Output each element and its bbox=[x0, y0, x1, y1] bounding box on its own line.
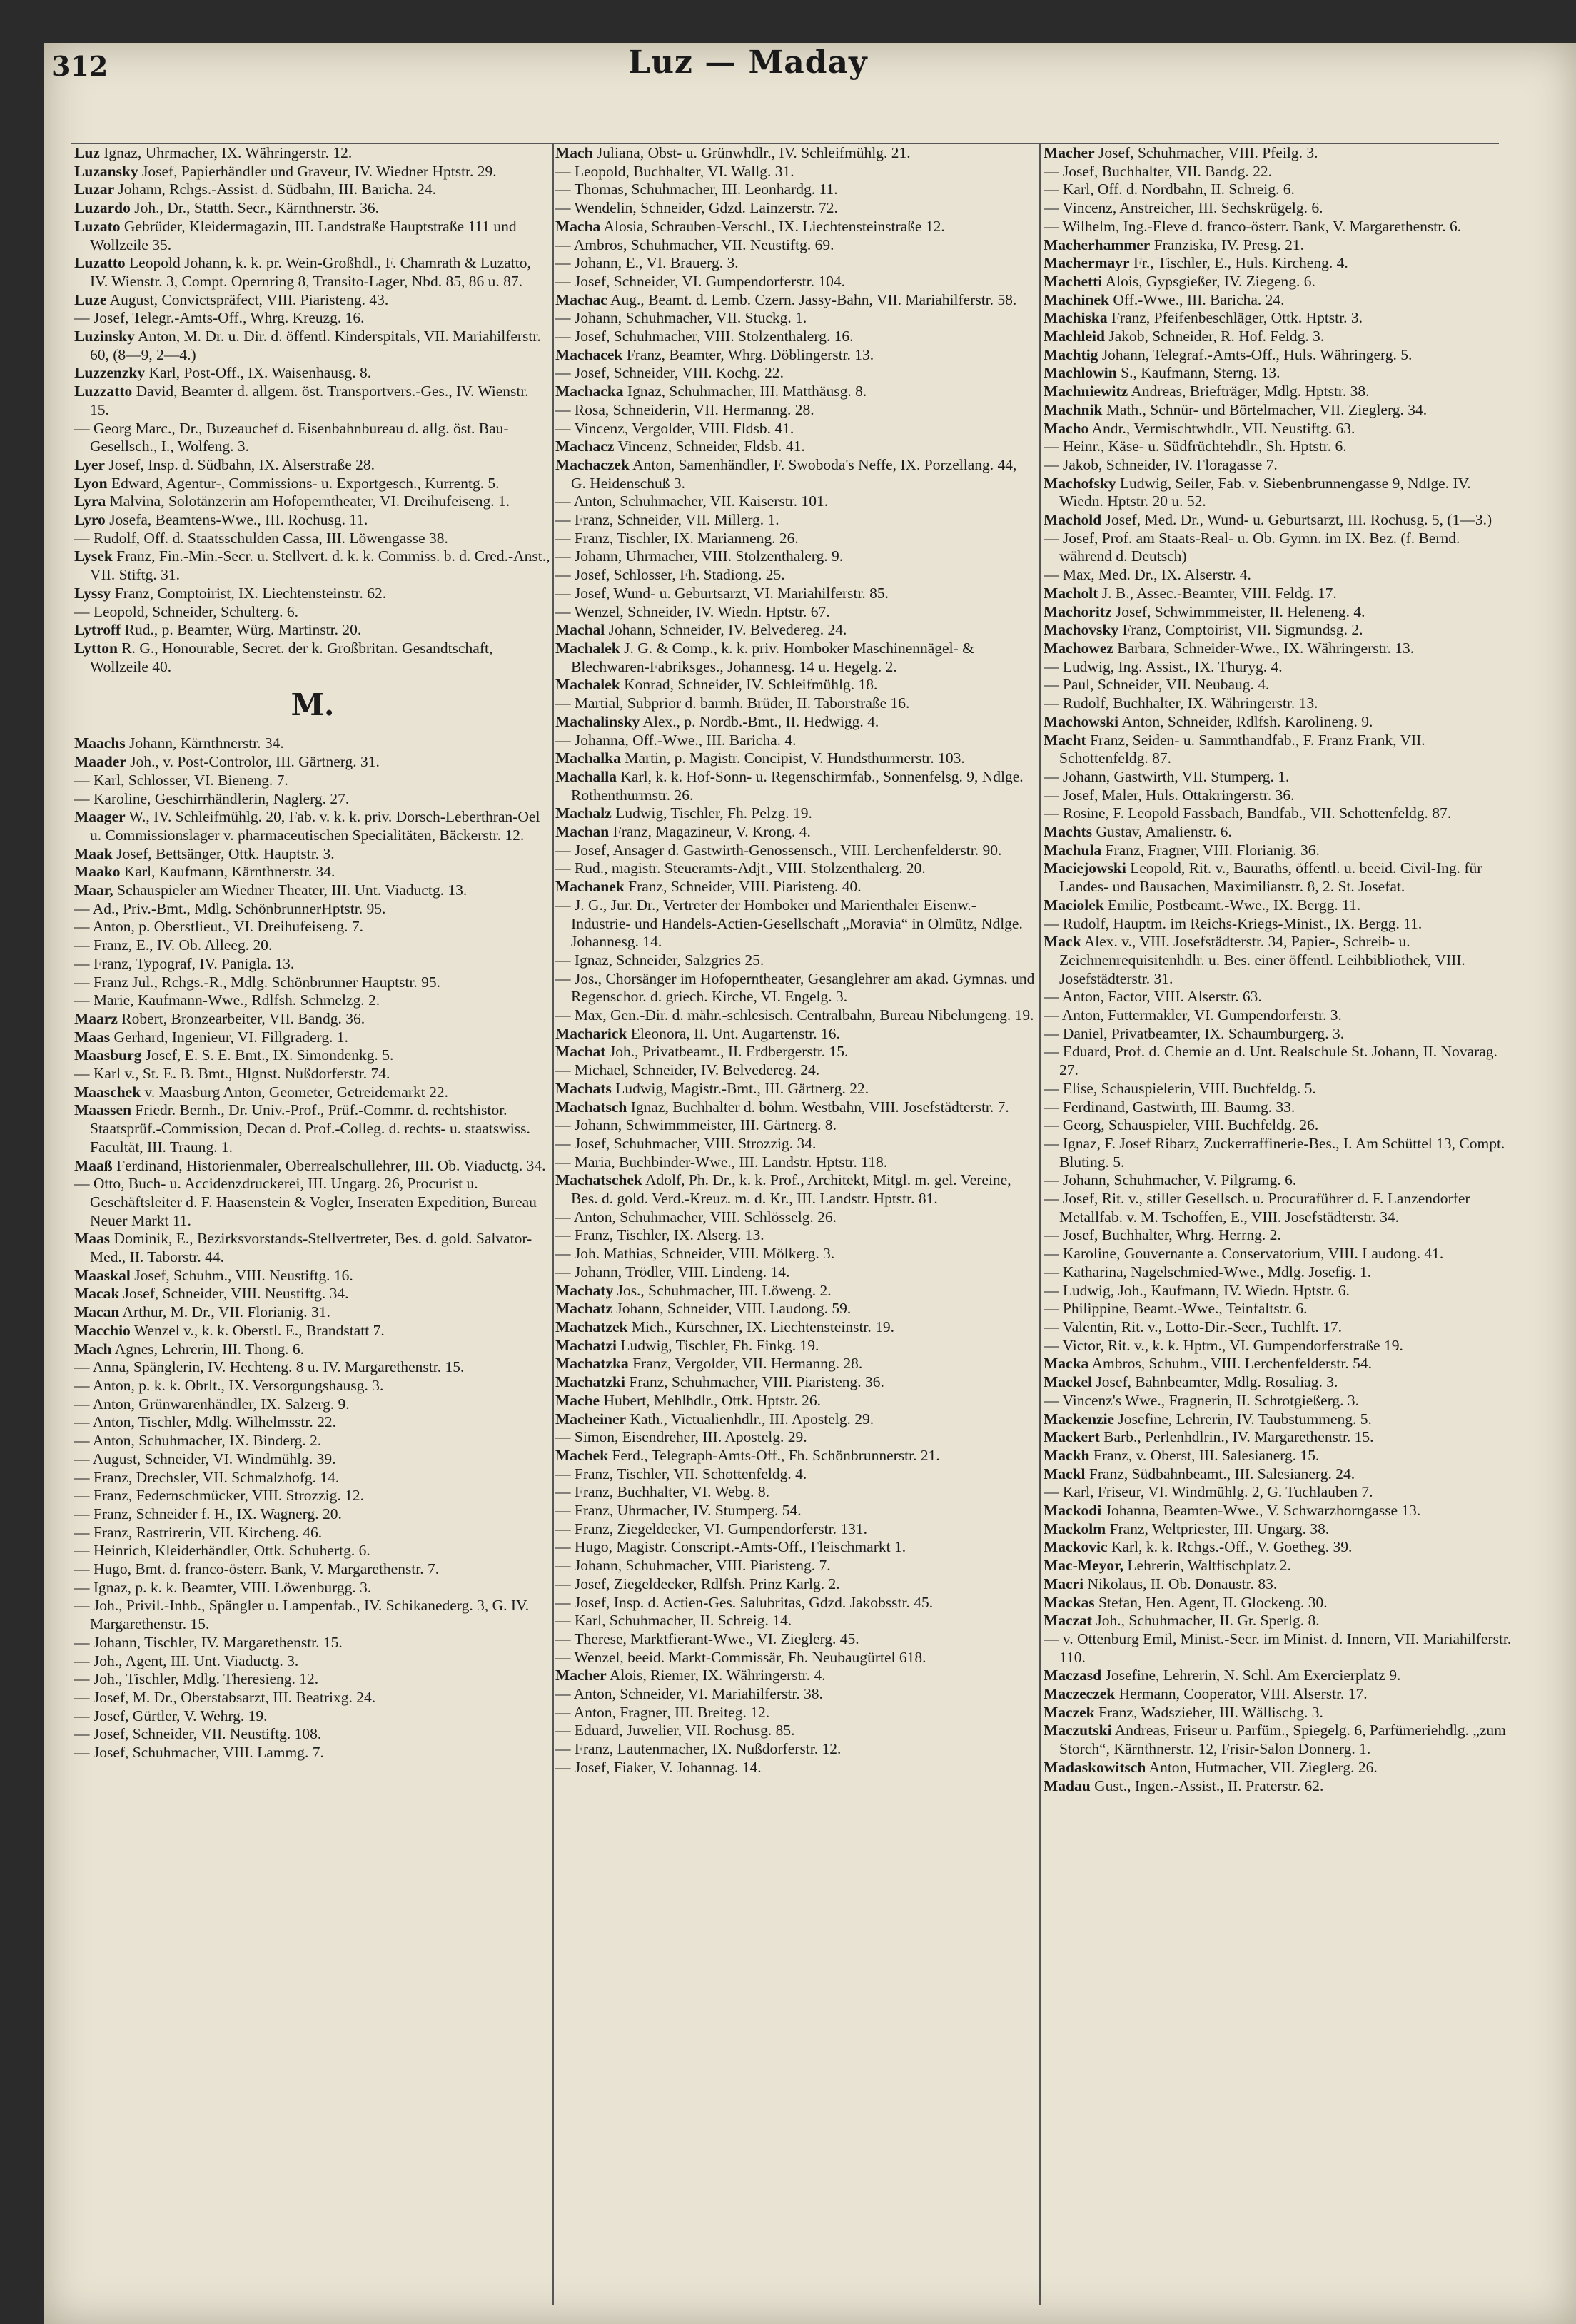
directory-entry: Madaskowitsch Anton, Hutmacher, VII. Zieglerg. 26. bbox=[1044, 1758, 1378, 1776]
directory-entry: Lyro Josefa, Beamtens-Wwe., III. Rochusg. 11. bbox=[74, 511, 368, 529]
directory-entry: — Josef, Rit. v., stiller Gesellsch. u. Procuraführer d. F. Lanzendorfer Metallfab. v. M. Tschoffen, E., VIII. Josefstädterstr. 34. bbox=[1044, 1190, 1470, 1226]
directory-entry: Machatzki Franz, Schuhmacher, VIII. Piaristeng. 36. bbox=[555, 1373, 884, 1391]
directory-entry: — Ad., Priv.-Bmt., Mdlg. SchönbrunnerHptstr. 95. bbox=[74, 899, 386, 917]
directory-entry: — Franz, Buchhalter, VI. Webg. 8. bbox=[555, 1483, 769, 1501]
directory-entry: — Franz, Tischler, IX. Alserg. 13. bbox=[555, 1226, 764, 1244]
directory-entry: — Johann, Trödler, VIII. Lindeng. 14. bbox=[555, 1263, 790, 1280]
directory-entry: — Michael, Schneider, IV. Belvedereg. 24. bbox=[555, 1061, 820, 1079]
directory-entry: Mackolm Franz, Weltpriester, III. Ungarg. 38. bbox=[1044, 1520, 1330, 1537]
directory-entry: Machac Aug., Beamt. d. Lemb. Czern. Jassy-Bahn, VII. Mariahilferstr. 58. bbox=[555, 290, 1017, 308]
directory-entry: — Anton, Schuhmacher, VIII. Schlösselg. 26. bbox=[555, 1208, 837, 1226]
directory-entry: — Anton, Tischler, Mdlg. Wilhelmsstr. 22. bbox=[74, 1413, 337, 1431]
directory-entry: Machts Gustav, Amalienstr. 6. bbox=[1044, 823, 1232, 841]
directory-entry: — Karoline, Gouvernante a. Conservatorium, VIII. Laudong. 41. bbox=[1044, 1245, 1444, 1263]
directory-entry: Lyon Edward, Agentur-, Commissions- u. Exportgesch., Kurrentg. 5. bbox=[74, 474, 500, 492]
directory-entry: Machan Franz, Magazineur, V. Krong. 4. bbox=[555, 823, 811, 841]
directory-entry: Luzar Johann, Rchgs.-Assist. d. Südbahn, III. Baricha. 24. bbox=[74, 181, 436, 198]
directory-entry: — v. Ottenburg Emil, Minist.-Secr. im Minist. d. Innern, VII. Mariahilferstr. 110. bbox=[1044, 1630, 1512, 1666]
directory-entry: — Eduard, Juwelier, VII. Rochusg. 85. bbox=[555, 1722, 795, 1739]
directory-entry: — Daniel, Privatbeamter, IX. Schaumburgerg. 3. bbox=[1044, 1024, 1345, 1042]
entry-list bbox=[555, 144, 1035, 1777]
directory-entry: Machatsch Ignaz, Buchhalter d. böhm. Westbahn, VIII. Josefstädterstr. 7. bbox=[555, 1098, 1009, 1116]
entry-list bbox=[74, 144, 551, 676]
directory-entry: Mach Agnes, Lehrerin, III. Thong. 6. bbox=[74, 1340, 305, 1358]
directory-entry: — Josef, Telegr.-Amts-Off., Whrg. Kreuzg. 16. bbox=[74, 309, 365, 327]
directory-entry: — Joh., Agent, III. Unt. Viaductg. 3. bbox=[74, 1652, 299, 1669]
directory-entry: Mackovic Karl, k. k. Rchgs.-Off., V. Goetheg. 39. bbox=[1044, 1538, 1353, 1556]
directory-entry: — Ferdinand, Gastwirth, III. Baumg. 33. bbox=[1044, 1098, 1295, 1116]
entry-list bbox=[74, 734, 551, 1762]
directory-entry: Maas Dominik, E., Bezirksvorstands-Stellvertreter, Bes. d. gold. Salvator-Med., II. Taborstr. 44. bbox=[74, 1230, 532, 1266]
directory-entry: Machleid Jakob, Schneider, R. Hof. Feldg. 3. bbox=[1044, 328, 1325, 345]
directory-entry: — Josef, Maler, Huls. Ottakringerstr. 36. bbox=[1044, 786, 1295, 804]
directory-entry: Maaß Ferdinand, Historienmaler, Oberrealschullehrer, III. Ob. Viaductg. 34. bbox=[74, 1156, 546, 1174]
directory-entry: — Elise, Schauspielerin, VIII. Buchfeldg. 5. bbox=[1044, 1079, 1316, 1097]
directory-entry: Maczat Joh., Schuhmacher, II. Gr. Sperlg. 8. bbox=[1044, 1612, 1320, 1630]
directory-entry: Macan Arthur, M. Dr., VII. Florianig. 31. bbox=[74, 1303, 330, 1321]
directory-entry: — Ignaz, F. Josef Ribarz, Zuckerraffinerie-Bes., I. Am Schüttel 13, Compt. Bluting. 5. bbox=[1044, 1134, 1505, 1171]
directory-entry: — Joh., Tischler, Mdlg. Theresieng. 12. bbox=[74, 1670, 319, 1688]
directory-entry: Machtig Johann, Telegraf.-Amts-Off., Huls. Währingerg. 5. bbox=[1044, 345, 1413, 363]
directory-entry: Luzzenzky Karl, Post-Off., IX. Waisenhausg. 8. bbox=[74, 364, 372, 382]
directory-entry: Machalz Ludwig, Tischler, Fh. Pelzg. 19. bbox=[555, 804, 812, 822]
directory-entry: — Otto, Buch- u. Accidenzdruckerei, III. Ungarg. 26, Procurist u. Geschäftsleiter d. F. Haasenstein & Vogler, Inseraten Expedition, Bureau Neuer Markt 11. bbox=[74, 1175, 537, 1229]
directory-entry: — Josef, Schuhmacher, VIII. Strozzig. 34. bbox=[555, 1134, 817, 1152]
directory-entry: — Josef, Schneider, VII. Neustiftg. 108. bbox=[74, 1725, 322, 1743]
directory-entry: — Anton, Schneider, VI. Mariahilferstr. 38. bbox=[555, 1685, 823, 1703]
directory-entry: Luzardo Joh., Dr., Statth. Secr., Kärnthnerstr. 36. bbox=[74, 199, 379, 217]
directory-entry: — Anton, Fragner, III. Breiteg. 12. bbox=[555, 1703, 770, 1721]
directory-entry: Luzinsky Anton, M. Dr. u. Dir. d. öffentl. Kinderspitals, VII. Mariahilferstr. 60, (8—9, 2—4.) bbox=[74, 328, 541, 363]
directory-entry: Mach Juliana, Obst- u. Grünwhdlr., IV. Schleifmühlg. 21. bbox=[555, 144, 911, 161]
directory-entry: — Vincenz, Anstreicher, III. Sechskrügelg. 6. bbox=[1044, 199, 1323, 217]
directory-entry: Macherhammer Franziska, IV. Presg. 21. bbox=[1044, 236, 1305, 253]
column-2 bbox=[555, 144, 1035, 2307]
directory-entry: — Therese, Marktfierant-Wwe., VI. Zieglerg. 45. bbox=[555, 1630, 859, 1647]
directory-entry: Machatz Johann, Schneider, VIII. Laudong. 59. bbox=[555, 1300, 852, 1318]
directory-entry: Machatzi Ludwig, Tischler, Fh. Finkg. 19. bbox=[555, 1336, 819, 1354]
directory-entry: — Marie, Kaufmann-Wwe., Rdlfsh. Schmelzg. 2. bbox=[74, 991, 380, 1009]
directory-entry: Machek Ferd., Telegraph-Amts-Off., Fh. Schönbrunnerstr. 21. bbox=[555, 1446, 940, 1464]
directory-entry: — Wenzel, Schneider, IV. Wiedn. Hptstr. 67. bbox=[555, 602, 830, 620]
directory-entry: — Josef, Gürtler, V. Wehrg. 19. bbox=[74, 1707, 268, 1724]
directory-entry: Luzato Gebrüder, Kleidermagazin, III. Landstraße Hauptstraße 111 und Wollzeile 35. bbox=[74, 217, 517, 253]
directory-entry: — Anton, p. k. k. Obrlt., IX. Versorgungshausg. 3. bbox=[74, 1377, 384, 1394]
directory-entry: Machats Ludwig, Magistr.-Bmt., III. Gärtnerg. 22. bbox=[555, 1079, 869, 1097]
entry-list bbox=[1044, 144, 1512, 1795]
directory-entry: Machalek Konrad, Schneider, IV. Schleifmühlg. 18. bbox=[555, 676, 878, 694]
directory-entry: — Karl, Friseur, VI. Windmühlg. 2, G. Tuchlauben 7. bbox=[1044, 1483, 1373, 1501]
directory-entry: — Josef, Schneider, VI. Gumpendorferstr. 104. bbox=[555, 272, 845, 290]
directory-entry: Luzatto Leopold Johann, k. k. pr. Wein-Großhdl., F. Chamrath & Luzatto, IV. Wienstr. 3, Compt. Opernring 8, Transito-Lager, Nbd. 85, 86 u. 87. bbox=[74, 254, 531, 290]
directory-entry: — Jos., Chorsänger im Hofoperntheater, Gesanglehrer am akad. Gymnas. und Regenschor. d. griech. Kirche, VI. Engelg. 3. bbox=[555, 969, 1035, 1006]
directory-entry: Macher Josef, Schuhmacher, VIII. Pfeilg. 3. bbox=[1044, 144, 1318, 161]
directory-entry: Macka Ambros, Schuhm., VIII. Lerchenfelderstr. 54. bbox=[1044, 1355, 1372, 1373]
directory-entry: Maader Joh., v. Post-Controlor, III. Gärtnerg. 31. bbox=[74, 753, 380, 771]
directory-entry: Machatzka Franz, Vergolder, VII. Hermanng. 28. bbox=[555, 1355, 863, 1373]
directory-entry: Machoritz Josef, Schwimmmeister, II. Heleneng. 4. bbox=[1044, 602, 1365, 620]
directory-entry: Lysek Franz, Fin.-Min.-Secr. u. Stellvert. d. k. k. Commiss. b. d. Cred.-Anst., VII. Stiftg. 31. bbox=[74, 547, 550, 584]
directory-entry: — Karl v., St. E. B. Bmt., Hlgnst. Nußdorferstr. 74. bbox=[74, 1065, 390, 1083]
directory-entry: Maar, Schauspieler am Wiedner Theater, III. Unt. Viaductg. 13. bbox=[74, 881, 468, 899]
directory-entry: Luze August, Convictspräfect, VIII. Piaristeng. 43. bbox=[74, 290, 389, 308]
directory-entry: Maaskal Josef, Schuhm., VIII. Neustiftg. 16. bbox=[74, 1266, 353, 1284]
directory-entry: — Josef, Insp. d. Actien-Ges. Salubritas, Gdzd. Jakobsstr. 45. bbox=[555, 1593, 934, 1611]
directory-entry: — Johann, Gastwirth, VII. Stumperg. 1. bbox=[1044, 767, 1290, 785]
directory-entry: — Ignaz, p. k. k. Beamter, VIII. Löwenburgg. 3. bbox=[74, 1578, 372, 1596]
running-title: Luz — Maday bbox=[628, 44, 868, 81]
directory-entry: — Wenzel, beeid. Markt-Commissär, Fh. Neubaugürtel 618. bbox=[555, 1648, 926, 1666]
directory-entry: Lytton R. G., Honourable, Secret. der k. Großbritan. Gesandtschaft, Wollzeile 40. bbox=[74, 639, 493, 675]
column-divider bbox=[552, 143, 554, 2305]
directory-entry: — J. G., Jur. Dr., Vertreter der Homboker und Marienthaler Eisenw.-Industrie- und Handels-Actien-Gesellschaft „Moravia“ in Olmütz, Ndlge. Johannesg. 14. bbox=[555, 896, 1023, 951]
directory-entry: — Anna, Spänglerin, IV. Hechteng. 8 u. IV. Margarethenstr. 15. bbox=[74, 1358, 465, 1376]
directory-entry: Macak Josef, Schneider, VIII. Neustiftg. 34. bbox=[74, 1285, 349, 1303]
directory-entry: Lytroff Rud., p. Beamter, Würg. Martinstr. 20. bbox=[74, 621, 362, 639]
directory-entry: — Karoline, Geschirrhändlerin, Naglerg. 27. bbox=[74, 789, 350, 807]
directory-entry: — Johann, E., VI. Brauerg. 3. bbox=[555, 254, 739, 272]
directory-entry: — Franz, E., IV. Ob. Alleeg. 20. bbox=[74, 936, 273, 954]
directory-entry: Maachs Johann, Kärnthnerstr. 34. bbox=[74, 734, 284, 752]
directory-entry: — Leopold, Buchhalter, VI. Wallg. 31. bbox=[555, 162, 794, 180]
directory-entry: Luzzatto David, Beamter d. allgem. öst. Transportvers.-Ges., IV. Wienstr. 15. bbox=[74, 383, 529, 418]
directory-entry: Maczek Franz, Wadszieher, III. Wällischg. 3. bbox=[1044, 1703, 1323, 1721]
directory-entry: Macharick Eleonora, II. Unt. Augartenstr. 16. bbox=[555, 1024, 840, 1042]
directory-entry: — Franz, Typograf, IV. Panigla. 13. bbox=[74, 954, 295, 972]
directory-entry: — Johann, Schuhmacher, VIII. Piaristeng. 7. bbox=[555, 1557, 831, 1575]
directory-entry: Maas Gerhard, Ingenieur, VI. Fillgraderg. 1. bbox=[74, 1028, 349, 1046]
directory-entry: Maczeczek Hermann, Cooperator, VIII. Alserstr. 17. bbox=[1044, 1685, 1368, 1703]
directory-entry: — Karl, Schlosser, VI. Bieneng. 7. bbox=[74, 771, 288, 789]
directory-entry: — Josef, Schlosser, Fh. Stadiong. 25. bbox=[555, 566, 785, 584]
directory-entry: Machat Joh., Privatbeamt., II. Erdbergerstr. 15. bbox=[555, 1043, 849, 1061]
directory-entry: Machalinsky Alex., p. Nordb.-Bmt., II. Hedwigg. 4. bbox=[555, 712, 879, 730]
directory-entry: Machalka Martin, p. Magistr. Concipist, V. Hundsthurmerstr. 103. bbox=[555, 749, 965, 767]
directory-entry: Macho Andr., Vermischtwhdlr., VII. Neustiftg. 63. bbox=[1044, 419, 1355, 437]
directory-entry: — Rudolf, Buchhalter, IX. Währingerstr. 13. bbox=[1044, 694, 1318, 712]
directory-entry: Macher Alois, Riemer, IX. Währingerstr. 4. bbox=[555, 1667, 826, 1684]
directory-entry: Machaty Jos., Schuhmacher, III. Löweng. 2. bbox=[555, 1281, 832, 1299]
directory-entry: — Franz, Tischler, VII. Schottenfeldg. 4. bbox=[555, 1465, 807, 1482]
directory-entry: — Hugo, Magistr. Conscript.-Amts-Off., Fleischmarkt 1. bbox=[555, 1538, 906, 1556]
directory-entry: Machlowin S., Kaufmann, Sterng. 13. bbox=[1044, 364, 1280, 382]
directory-entry: — Anton, Futtermakler, VI. Gumpendorferstr. 3. bbox=[1044, 1006, 1342, 1024]
directory-entry: — Franz, Ziegeldecker, VI. Gumpendorferstr. 131. bbox=[555, 1520, 867, 1537]
directory-entry: — Johann, Uhrmacher, VIII. Stolzenthalerg. 9. bbox=[555, 547, 844, 565]
directory-entry: Mackel Josef, Bahnbeamter, Mdlg. Rosaliag. 3. bbox=[1044, 1373, 1338, 1391]
directory-entry: — Max, Gen.-Dir. d. mähr.-schlesisch. Centralbahn, Bureau Nibelungeng. 19. bbox=[555, 1006, 1034, 1024]
directory-entry: Mac-Meyor, Lehrerin, Waltfischplatz 2. bbox=[1044, 1557, 1291, 1575]
directory-entry: Maassen Friedr. Bernh., Dr. Univ.-Prof., Prüf.-Commr. d. rechtshistor. Staatsprüf.-Commission, Decan d. Prof.-Colleg. d. rechts- u. staatswiss. Facultät, III. Traung. 1. bbox=[74, 1101, 530, 1156]
directory-entry: — Georg, Schauspieler, VIII. Buchfeldg. 26. bbox=[1044, 1116, 1319, 1134]
directory-entry: Mackenzie Josefine, Lehrerin, IV. Taubstummeng. 5. bbox=[1044, 1410, 1372, 1428]
directory-entry: — Johann, Tischler, IV. Margarethenstr. 15. bbox=[74, 1633, 343, 1651]
directory-entry: — Johann, Schuhmacher, V. Pilgramg. 6. bbox=[1044, 1171, 1297, 1189]
directory-entry: — Franz Jul., Rchgs.-R., Mdlg. Schönbrunner Hauptstr. 95. bbox=[74, 973, 440, 991]
directory-entry: — Franz, Drechsler, VII. Schmalzhofg. 14. bbox=[74, 1468, 340, 1486]
directory-entry: — Victor, Rit. v., k. k. Hptm., VI. Gumpendorferstraße 19. bbox=[1044, 1336, 1403, 1354]
directory-entry: Madau Gust., Ingen.-Assist., II. Praterstr. 62. bbox=[1044, 1777, 1324, 1794]
directory-entry: — Leopold, Schneider, Schulterg. 6. bbox=[74, 602, 299, 620]
directory-entry: Luzansky Josef, Papierhändler und Graveur, IV. Wiedner Hptstr. 29. bbox=[74, 162, 497, 180]
directory-entry: — Johann, Schwimmmeister, III. Gärtnerg. 8. bbox=[555, 1116, 837, 1134]
directory-entry: Machovsky Franz, Comptoirist, VII. Sigmundsg. 2. bbox=[1044, 621, 1363, 639]
directory-entry: Machermayr Fr., Tischler, E., Huls. Kircheng. 4. bbox=[1044, 254, 1348, 272]
directory-entry: Machalla Karl, k. k. Hof-Sonn- u. Regenschirmfab., Sonnenfelsg. 9, Ndlge. Rothenthurmstr. 26. bbox=[555, 767, 1024, 804]
column-1 bbox=[74, 144, 551, 2307]
directory-entry: Macchio Wenzel v., k. k. Oberstl. E., Brandstatt 7. bbox=[74, 1321, 385, 1339]
directory-entry: Macri Nikolaus, II. Ob. Donaustr. 83. bbox=[1044, 1575, 1278, 1592]
directory-entry: — Georg Marc., Dr., Buzeauchef d. Eisenbahnbureau d. allg. öst. Bau-Gesellsch., I., Wolfeng. 3. bbox=[74, 419, 509, 455]
directory-entry: Machanek Franz, Schneider, VIII. Piaristeng. 40. bbox=[555, 878, 862, 896]
directory-entry: Maciejowski Leopold, Rit. v., Bauraths, öffentl. u. beeid. Civil-Ing. für Landes- und Bausachen, Maximilianstr. 8, 2. St. Josefat. bbox=[1044, 859, 1482, 896]
directory-entry: Machold Josef, Med. Dr., Wund- u. Geburtsarzt, III. Rochusg. 5, (1—3.) bbox=[1044, 511, 1492, 529]
directory-entry: — Anton, p. Oberstlieut., VI. Dreihufeiseng. 7. bbox=[74, 918, 364, 936]
directory-entry: Maczasd Josefine, Lehrerin, N. Schl. Am Exercierplatz 9. bbox=[1044, 1667, 1401, 1684]
directory-entry: Mackas Stefan, Hen. Agent, II. Glockeng. 30. bbox=[1044, 1593, 1328, 1611]
directory-entry: Machinek Off.-Wwe., III. Baricha. 24. bbox=[1044, 290, 1285, 308]
directory-entry: — Thomas, Schuhmacher, III. Leonhardg. 11. bbox=[555, 181, 838, 198]
directory-entry: — Maria, Buchbinder-Wwe., III. Landstr. Hptstr. 118. bbox=[555, 1153, 888, 1171]
directory-entry: Machowski Anton, Schneider, Rdlfsh. Karolineng. 9. bbox=[1044, 712, 1373, 730]
directory-entry: — Ludwig, Ing. Assist., IX. Thuryg. 4. bbox=[1044, 657, 1283, 675]
directory-entry: — Eduard, Prof. d. Chemie an d. Unt. Realschule St. Johann, II. Novarag. 27. bbox=[1044, 1043, 1497, 1079]
directory-entry: — Rosa, Schneiderin, VII. Hermanng. 28. bbox=[555, 400, 814, 418]
directory-entry: Lyra Malvina, Solotänzerin am Hofoperntheater, VI. Dreihufeiseng. 1. bbox=[74, 492, 510, 510]
directory-entry: — Rud., magistr. Steueramts-Adjt., VIII. Stolzenthalerg. 20. bbox=[555, 859, 926, 877]
directory-entry: — Wendelin, Schneider, Gdzd. Lainzerstr. 72. bbox=[555, 199, 838, 217]
directory-entry: Machnik Math., Schnür- und Börtelmacher, VII. Zieglerg. 34. bbox=[1044, 400, 1428, 418]
directory-entry: — Anton, Schuhmacher, VII. Kaiserstr. 101. bbox=[555, 492, 829, 510]
directory-entry: — Hugo, Bmt. d. franco-österr. Bank, V. Margarethenstr. 7. bbox=[74, 1560, 440, 1578]
directory-entry: — Joh., Privil.-Inhb., Spängler u. Lampenfab., IV. Schikanederg. 3, G. IV. Margarethenstr. 15. bbox=[74, 1597, 530, 1633]
directory-entry: — Johann, Schuhmacher, VII. Stuckg. 1. bbox=[555, 309, 807, 327]
directory-entry: — Simon, Eisendreher, III. Apostelg. 29. bbox=[555, 1428, 807, 1446]
directory-entry: Macholt J. B., Assec.-Beamter, VIII. Feldg. 17. bbox=[1044, 584, 1337, 602]
directory-entry: — Josef, Prof. am Staats-Real- u. Ob. Gymn. im IX. Bez. (f. Bernd. während d. Deutsch) bbox=[1044, 529, 1460, 565]
directory-entry: — Josef, Ansager d. Gastwirth-Genossensch., VIII. Lerchenfelderstr. 90. bbox=[555, 841, 1002, 859]
directory-entry: — Heinr., Käse- u. Südfrüchtehdlr., Sh. Hptstr. 6. bbox=[1044, 438, 1347, 455]
directory-entry: Maciolek Emilie, Postbeamt.-Wwe., IX. Bergg. 11. bbox=[1044, 896, 1361, 914]
directory-entry: — Josef, Buchhalter, Whrg. Herrng. 2. bbox=[1044, 1226, 1281, 1244]
directory-entry: Machacz Vincenz, Schneider, Fldsb. 41. bbox=[555, 438, 805, 455]
directory-entry: — Josef, Wund- u. Geburtsarzt, VI. Mariahilferstr. 85. bbox=[555, 584, 889, 602]
directory-entry: Machalek J. G. & Comp., k. k. priv. Homboker Maschinennägel- & Blechwaren-Fabriksges., Johannesg. 14 u. Hegelg. 2. bbox=[555, 639, 974, 675]
directory-entry: — Anton, Grünwarenhändler, IX. Salzerg. 9. bbox=[74, 1395, 350, 1413]
directory-entry: Mackodi Johanna, Beamten-Wwe., V. Schwarzhorngasse 13. bbox=[1044, 1502, 1421, 1520]
column-3 bbox=[1044, 144, 1512, 2307]
directory-entry: Machatzek Mich., Kürschner, IX. Liechtensteinstr. 19. bbox=[555, 1318, 895, 1335]
directory-entry: — Wilhelm, Ing.-Eleve d. franco-österr. Bank, V. Margarethenstr. 6. bbox=[1044, 217, 1462, 235]
directory-entry: Machetti Alois, Gypsgießer, IV. Ziegeng. 6. bbox=[1044, 272, 1315, 290]
directory-entry: Maaschek v. Maasburg Anton, Geometer, Getreidemarkt 22. bbox=[74, 1083, 448, 1101]
directory-entry: Machacek Franz, Beamter, Whrg. Döblingerstr. 13. bbox=[555, 345, 874, 363]
directory-entry: — Josef, Buchhalter, VII. Bandg. 22. bbox=[1044, 162, 1272, 180]
directory-entry: Maako Karl, Kaufmann, Kärnthnerstr. 34. bbox=[74, 863, 335, 881]
section-letter: M. bbox=[291, 687, 335, 723]
directory-entry: — Franz, Federnschmücker, VIII. Strozzig. 12. bbox=[74, 1487, 364, 1505]
directory-entry: Machiska Franz, Pfeifenbeschläger, Ottk. Hptstr. 3. bbox=[1044, 309, 1363, 327]
directory-entry: Machula Franz, Fragner, VIII. Florianig. 36. bbox=[1044, 841, 1320, 859]
directory-entry: Mackert Barb., Perlenhdlrin., IV. Margarethenstr. 15. bbox=[1044, 1428, 1374, 1446]
directory-entry: Machofsky Ludwig, Seiler, Fab. v. Siebenbrunnengasse 9, Ndlge. IV. Wiedn. Hptstr. 20 u. 52. bbox=[1044, 474, 1471, 510]
directory-entry: Maasburg Josef, E. S. E. Bmt., IX. Simondenkg. 5. bbox=[74, 1046, 394, 1064]
directory-entry: — Franz, Uhrmacher, IV. Stumperg. 54. bbox=[555, 1502, 802, 1520]
directory-entry: — Valentin, Rit. v., Lotto-Dir.-Secr., Tuchlft. 17. bbox=[1044, 1318, 1343, 1335]
directory-entry: — Jakob, Schneider, IV. Floragasse 7. bbox=[1044, 455, 1278, 473]
directory-entry: — Vincenz, Vergolder, VIII. Fldsb. 41. bbox=[555, 419, 794, 437]
directory-entry: — Max, Med. Dr., IX. Alserstr. 4. bbox=[1044, 566, 1251, 584]
directory-entry: Luz Ignaz, Uhrmacher, IX. Währingerstr. 12. bbox=[74, 144, 353, 161]
directory-entry: Mackl Franz, Südbahnbeamt., III. Salesianerg. 24. bbox=[1044, 1465, 1355, 1482]
directory-entry: Machatschek Adolf, Ph. Dr., k. k. Prof., Architekt, Mitgl. m. gel. Vereine, Bes. d. gold. Verd.-Kreuz. m. d. Kr., III. Landstr. Hptstr. 81. bbox=[555, 1171, 1011, 1208]
directory-entry: — Paul, Schneider, VII. Neubaug. 4. bbox=[1044, 676, 1270, 694]
directory-entry: — Ludwig, Joh., Kaufmann, IV. Wiedn. Hptstr. 6. bbox=[1044, 1281, 1350, 1299]
directory-entry: — Heinrich, Kleiderhändler, Ottk. Schuhertg. 6. bbox=[74, 1542, 370, 1560]
directory-entry: Lyer Josef, Insp. d. Südbahn, IX. Alserstraße 28. bbox=[74, 455, 375, 473]
directory-entry: — Karl, Schuhmacher, II. Schreig. 14. bbox=[555, 1612, 792, 1630]
directory-entry: — Franz, Schneider f. H., IX. Wagnerg. 20. bbox=[74, 1505, 342, 1522]
column-divider bbox=[1039, 143, 1041, 2305]
directory-entry: — Josef, Schuhmacher, VIII. Stolzenthalerg. 16. bbox=[555, 328, 854, 345]
directory-entry: Macht Franz, Seiden- u. Sammthandfab., F. Franz Frank, VII. Schottenfeldg. 87. bbox=[1044, 731, 1425, 767]
directory-entry: Machowez Barbara, Schneider-Wwe., IX. Währingerstr. 13. bbox=[1044, 639, 1415, 657]
directory-entry: — Rudolf, Hauptm. im Reichs-Kriegs-Minist., IX. Bergg. 11. bbox=[1044, 914, 1423, 932]
directory-entry: Machacka Ignaz, Schuhmacher, III. Matthäusg. 8. bbox=[555, 383, 867, 400]
directory-entry: — Franz, Schneider, VII. Millerg. 1. bbox=[555, 511, 779, 529]
directory-entry: — Vincenz's Wwe., Fragnerin, II. Schrotgießerg. 3. bbox=[1044, 1391, 1360, 1409]
directory-entry: — Rudolf, Off. d. Staatsschulden Cassa, III. Löwengasse 38. bbox=[74, 529, 448, 547]
directory-entry: Maarz Robert, Bronzearbeiter, VII. Bandg. 36. bbox=[74, 1009, 365, 1027]
directory-entry: — Philippine, Beamt.-Wwe., Teinfaltstr. 6. bbox=[1044, 1300, 1308, 1318]
directory-entry: — Katharina, Nagelschmied-Wwe., Mdlg. Josefig. 1. bbox=[1044, 1263, 1372, 1280]
directory-entry: — Josef, Schneider, VIII. Kochg. 22. bbox=[555, 364, 784, 382]
directory-entry: — Johanna, Off.-Wwe., III. Baricha. 4. bbox=[555, 731, 797, 749]
directory-entry: — Josef, M. Dr., Oberstabsarzt, III. Beatrixg. 24. bbox=[74, 1688, 376, 1706]
directory-entry: — Ignaz, Schneider, Salzgries 25. bbox=[555, 951, 764, 969]
directory-entry: — Franz, Rastrirerin, VII. Kircheng. 46. bbox=[74, 1523, 323, 1541]
directory-entry: Machal Johann, Schneider, IV. Belvedereg. 24. bbox=[555, 621, 847, 639]
directory-entry: — Franz, Tischler, IX. Marianneng. 26. bbox=[555, 529, 799, 547]
directory-entry: — Josef, Ziegeldecker, Rdlfsh. Prinz Karlg. 2. bbox=[555, 1575, 840, 1592]
directory-entry: Macheiner Kath., Victualienhdlr., III. Apostelg. 29. bbox=[555, 1410, 874, 1428]
directory-entry: — Karl, Off. d. Nordbahn, II. Schreig. 6. bbox=[1044, 181, 1295, 198]
directory-entry: — Rosine, F. Leopold Fassbach, Bandfab., VII. Schottenfeldg. 87. bbox=[1044, 804, 1452, 822]
directory-entry: Lyssy Franz, Comptoirist, IX. Liechtensteinstr. 62. bbox=[74, 584, 387, 602]
directory-entry: — Josef, Schuhmacher, VIII. Lammg. 7. bbox=[74, 1744, 324, 1762]
directory-entry: — Joh. Mathias, Schneider, VIII. Mölkerg. 3. bbox=[555, 1245, 835, 1263]
directory-entry: Maczutski Andreas, Friseur u. Parfüm., Spiegelg. 6, Parfümeriehdlg. „zum Storch“, Kärnthnerstr. 12, Frisir-Salon Donnerg. 1. bbox=[1044, 1722, 1506, 1758]
directory-entry: — Martial, Subprior d. barmh. Brüder, II. Taborstraße 16. bbox=[555, 694, 910, 712]
directory-entry: — Anton, Schuhmacher, IX. Binderg. 2. bbox=[74, 1432, 322, 1450]
directory-entry: Machaczek Anton, Samenhändler, F. Swoboda's Neffe, IX. Porzellang. 44, G. Heidenschuß 3. bbox=[555, 455, 1017, 492]
directory-entry: — Josef, Fiaker, V. Johannag. 14. bbox=[555, 1758, 762, 1776]
directory-entry: Maak Josef, Bettsänger, Ottk. Hauptstr. 3. bbox=[74, 844, 335, 862]
directory-entry: — Ambros, Schuhmacher, VII. Neustiftg. 69. bbox=[555, 236, 834, 253]
directory-entry: — August, Schneider, VI. Windmühlg. 39. bbox=[74, 1450, 336, 1467]
page-number: 312 bbox=[51, 50, 108, 82]
directory-entry: Maager W., IV. Schleifmühlg. 20, Fab. v. k. k. priv. Dorsch-Leberthran-Oel u. Commissionslager v. pharmaceutischen Specialitäten, Bäckerstr. 12. bbox=[74, 808, 540, 844]
directory-entry: — Franz, Lautenmacher, IX. Nußdorferstr. 12. bbox=[555, 1740, 842, 1758]
directory-entry: — Anton, Factor, VIII. Alserstr. 63. bbox=[1044, 988, 1262, 1006]
directory-entry: Mack Alex. v., VIII. Josefstädterstr. 34, Papier-, Schreib- u. Zeichnenrequisitenhdlr. u. Bes. einer öffentl. Leihbibliothek, VIII. Josefstädterstr. 31. bbox=[1044, 933, 1465, 987]
directory-entry: Mackh Franz, v. Oberst, III. Salesianerg. 15. bbox=[1044, 1446, 1320, 1464]
directory-entry: Mache Hubert, Mehlhdlr., Ottk. Hptstr. 26. bbox=[555, 1391, 822, 1409]
directory-entry: Macha Alosia, Schrauben-Verschl., IX. Liechtensteinstraße 12. bbox=[555, 217, 945, 235]
directory-entry: Machniewitz Andreas, Briefträger, Mdlg. Hptstr. 38. bbox=[1044, 383, 1370, 400]
